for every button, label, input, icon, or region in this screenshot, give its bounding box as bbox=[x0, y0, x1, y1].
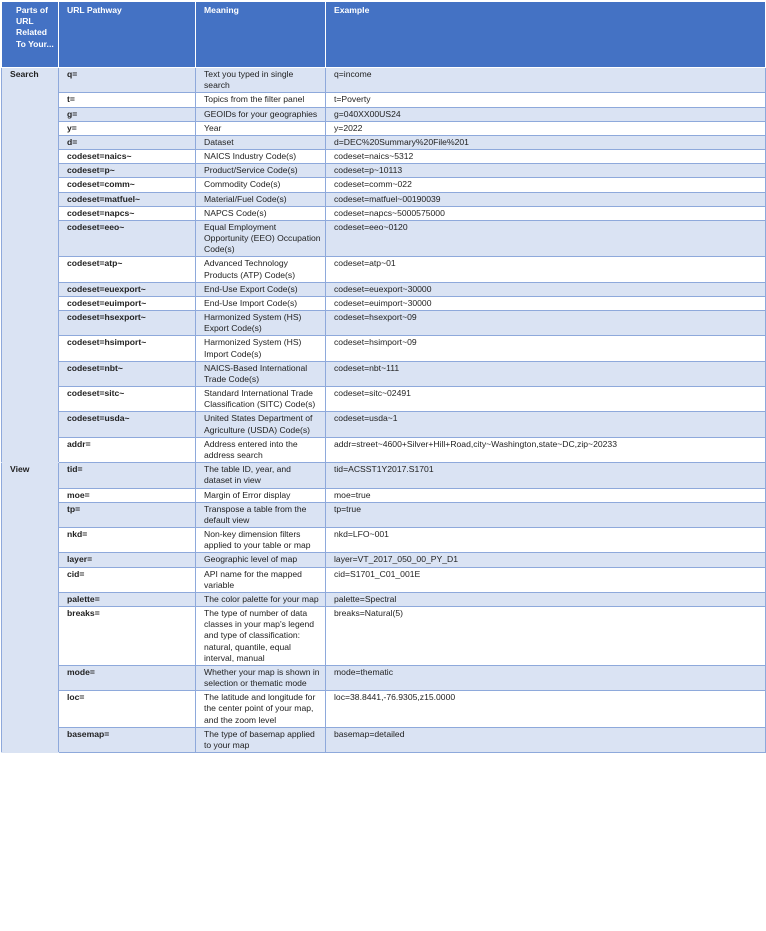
url-pathway-cell: codeset=atp~ bbox=[59, 257, 196, 282]
example-cell: layer=VT_2017_050_00_PY_D1 bbox=[326, 553, 766, 567]
url-pathway-cell: mode= bbox=[59, 665, 196, 690]
example-cell: codeset=euexport~30000 bbox=[326, 282, 766, 296]
example-cell: addr=street~4600+Silver+Hill+Road,city~Washington,state~DC,zip~20233 bbox=[326, 437, 766, 462]
url-pathway-cell: layer= bbox=[59, 553, 196, 567]
example-cell: palette=Spectral bbox=[326, 592, 766, 606]
url-pathway-cell: d= bbox=[59, 135, 196, 149]
table-row bbox=[2, 607, 766, 666]
example-cell: d=DEC%20Summary%20File%201 bbox=[326, 135, 766, 149]
meaning-cell: The color palette for your map bbox=[196, 592, 326, 606]
table-row bbox=[2, 282, 766, 296]
table-row bbox=[2, 387, 766, 412]
url-pathway-cell: codeset=comm~ bbox=[59, 178, 196, 192]
example-cell: y=2022 bbox=[326, 121, 766, 135]
url-pathway-cell: breaks= bbox=[59, 607, 196, 666]
header-example: Example bbox=[326, 2, 766, 68]
table-row bbox=[2, 192, 766, 206]
url-pathway-cell: codeset=euexport~ bbox=[59, 282, 196, 296]
meaning-cell: Product/Service Code(s) bbox=[196, 164, 326, 178]
url-pathway-cell: codeset=usda~ bbox=[59, 412, 196, 437]
url-parameters-table bbox=[1, 1, 766, 753]
url-pathway-cell: t= bbox=[59, 93, 196, 107]
meaning-cell: The type of number of data classes in your map's legend and type of classification: natural, quantile, equal interval, manual bbox=[196, 607, 326, 666]
url-pathway-cell: codeset=euimport~ bbox=[59, 296, 196, 310]
url-pathway-cell: moe= bbox=[59, 488, 196, 502]
example-cell: g=040XX00US24 bbox=[326, 107, 766, 121]
header-url-pathway: URL Pathway bbox=[59, 2, 196, 68]
table-row bbox=[2, 665, 766, 690]
meaning-cell: Year bbox=[196, 121, 326, 135]
meaning-cell: Harmonized System (HS) Export Code(s) bbox=[196, 311, 326, 336]
url-pathway-cell: basemap= bbox=[59, 727, 196, 752]
example-cell: codeset=euimport~30000 bbox=[326, 296, 766, 310]
table-row bbox=[2, 220, 766, 257]
table-row bbox=[2, 336, 766, 361]
example-cell: q=income bbox=[326, 68, 766, 93]
meaning-cell: Whether your map is shown in selection or thematic mode bbox=[196, 665, 326, 690]
url-pathway-cell: cid= bbox=[59, 567, 196, 592]
table-row bbox=[2, 412, 766, 437]
meaning-cell: Geographic level of map bbox=[196, 553, 326, 567]
table-row bbox=[2, 68, 766, 93]
url-pathway-cell: y= bbox=[59, 121, 196, 135]
meaning-cell: End-Use Import Code(s) bbox=[196, 296, 326, 310]
example-cell: tp=true bbox=[326, 502, 766, 527]
table-row bbox=[2, 691, 766, 728]
table-row bbox=[2, 257, 766, 282]
meaning-cell: Address entered into the address search bbox=[196, 437, 326, 462]
url-pathway-cell: g= bbox=[59, 107, 196, 121]
example-cell: codeset=atp~01 bbox=[326, 257, 766, 282]
table-row bbox=[2, 502, 766, 527]
meaning-cell: GEOIDs for your geographies bbox=[196, 107, 326, 121]
meaning-cell: NAPCS Code(s) bbox=[196, 206, 326, 220]
url-pathway-cell: codeset=eeo~ bbox=[59, 220, 196, 257]
meaning-cell: The latitude and longitude for the center point of your map, and the zoom level bbox=[196, 691, 326, 728]
meaning-cell: United States Department of Agriculture (USDA) Code(s) bbox=[196, 412, 326, 437]
example-cell: cid=S1701_C01_001E bbox=[326, 567, 766, 592]
url-pathway-cell: codeset=sitc~ bbox=[59, 387, 196, 412]
example-cell: moe=true bbox=[326, 488, 766, 502]
url-pathway-cell: loc= bbox=[59, 691, 196, 728]
header-parts-of-url: Parts of URL Related To Your... bbox=[2, 2, 59, 68]
table-row bbox=[2, 107, 766, 121]
table-row bbox=[2, 567, 766, 592]
meaning-cell: Text you typed in single search bbox=[196, 68, 326, 93]
meaning-cell: Equal Employment Opportunity (EEO) Occupation Code(s) bbox=[196, 220, 326, 257]
meaning-cell: Topics from the filter panel bbox=[196, 93, 326, 107]
url-pathway-cell: codeset=naics~ bbox=[59, 150, 196, 164]
example-cell: codeset=hsimport~09 bbox=[326, 336, 766, 361]
meaning-cell: The table ID, year, and dataset in view bbox=[196, 463, 326, 488]
meaning-cell: Dataset bbox=[196, 135, 326, 149]
table-row bbox=[2, 488, 766, 502]
table-row bbox=[2, 553, 766, 567]
example-cell: codeset=napcs~5000575000 bbox=[326, 206, 766, 220]
meaning-cell: API name for the mapped variable bbox=[196, 567, 326, 592]
table-row bbox=[2, 135, 766, 149]
table-body bbox=[2, 68, 766, 753]
meaning-cell: Non-key dimension filters applied to your table or map bbox=[196, 528, 326, 553]
meaning-cell: NAICS-Based International Trade Code(s) bbox=[196, 361, 326, 386]
table-row bbox=[2, 463, 766, 488]
table-row bbox=[2, 296, 766, 310]
example-cell: codeset=comm~022 bbox=[326, 178, 766, 192]
meaning-cell: Advanced Technology Products (ATP) Code(s) bbox=[196, 257, 326, 282]
example-cell: codeset=naics~5312 bbox=[326, 150, 766, 164]
table-row bbox=[2, 164, 766, 178]
url-pathway-cell: nkd= bbox=[59, 528, 196, 553]
example-cell: t=Poverty bbox=[326, 93, 766, 107]
example-cell: tid=ACSST1Y2017.S1701 bbox=[326, 463, 766, 488]
meaning-cell: Material/Fuel Code(s) bbox=[196, 192, 326, 206]
url-pathway-cell: tp= bbox=[59, 502, 196, 527]
url-pathway-cell: codeset=napcs~ bbox=[59, 206, 196, 220]
table-row bbox=[2, 93, 766, 107]
example-cell: codeset=matfuel~00190039 bbox=[326, 192, 766, 206]
url-pathway-cell: addr= bbox=[59, 437, 196, 462]
meaning-cell: Standard International Trade Classification (SITC) Code(s) bbox=[196, 387, 326, 412]
url-pathway-cell: codeset=hsimport~ bbox=[59, 336, 196, 361]
table-row bbox=[2, 727, 766, 752]
table-row bbox=[2, 311, 766, 336]
example-cell: breaks=Natural(5) bbox=[326, 607, 766, 666]
meaning-cell: The type of basemap applied to your map bbox=[196, 727, 326, 752]
meaning-cell: End-Use Export Code(s) bbox=[196, 282, 326, 296]
url-pathway-cell: codeset=hsexport~ bbox=[59, 311, 196, 336]
url-pathway-cell: palette= bbox=[59, 592, 196, 606]
group-label-search: Search bbox=[2, 68, 59, 463]
header-row bbox=[2, 2, 766, 68]
example-cell: codeset=p~10113 bbox=[326, 164, 766, 178]
table-row bbox=[2, 206, 766, 220]
table-row bbox=[2, 150, 766, 164]
table-row bbox=[2, 437, 766, 462]
meaning-cell: Margin of Error display bbox=[196, 488, 326, 502]
url-pathway-cell: codeset=matfuel~ bbox=[59, 192, 196, 206]
table-row bbox=[2, 178, 766, 192]
header-meaning: Meaning bbox=[196, 2, 326, 68]
table-row bbox=[2, 121, 766, 135]
example-cell: basemap=detailed bbox=[326, 727, 766, 752]
meaning-cell: NAICS Industry Code(s) bbox=[196, 150, 326, 164]
example-cell: nkd=LFO~001 bbox=[326, 528, 766, 553]
meaning-cell: Commodity Code(s) bbox=[196, 178, 326, 192]
example-cell: loc=38.8441,-76.9305,z15.0000 bbox=[326, 691, 766, 728]
table-row bbox=[2, 528, 766, 553]
example-cell: codeset=eeo~0120 bbox=[326, 220, 766, 257]
meaning-cell: Harmonized System (HS) Import Code(s) bbox=[196, 336, 326, 361]
example-cell: codeset=sitc~02491 bbox=[326, 387, 766, 412]
url-pathway-cell: q= bbox=[59, 68, 196, 93]
url-pathway-cell: codeset=p~ bbox=[59, 164, 196, 178]
table-row bbox=[2, 592, 766, 606]
url-pathway-cell: tid= bbox=[59, 463, 196, 488]
table-row bbox=[2, 361, 766, 386]
example-cell: codeset=nbt~111 bbox=[326, 361, 766, 386]
meaning-cell: Transpose a table from the default view bbox=[196, 502, 326, 527]
group-label-view: View bbox=[2, 463, 59, 753]
example-cell: codeset=usda~1 bbox=[326, 412, 766, 437]
example-cell: mode=thematic bbox=[326, 665, 766, 690]
example-cell: codeset=hsexport~09 bbox=[326, 311, 766, 336]
url-pathway-cell: codeset=nbt~ bbox=[59, 361, 196, 386]
